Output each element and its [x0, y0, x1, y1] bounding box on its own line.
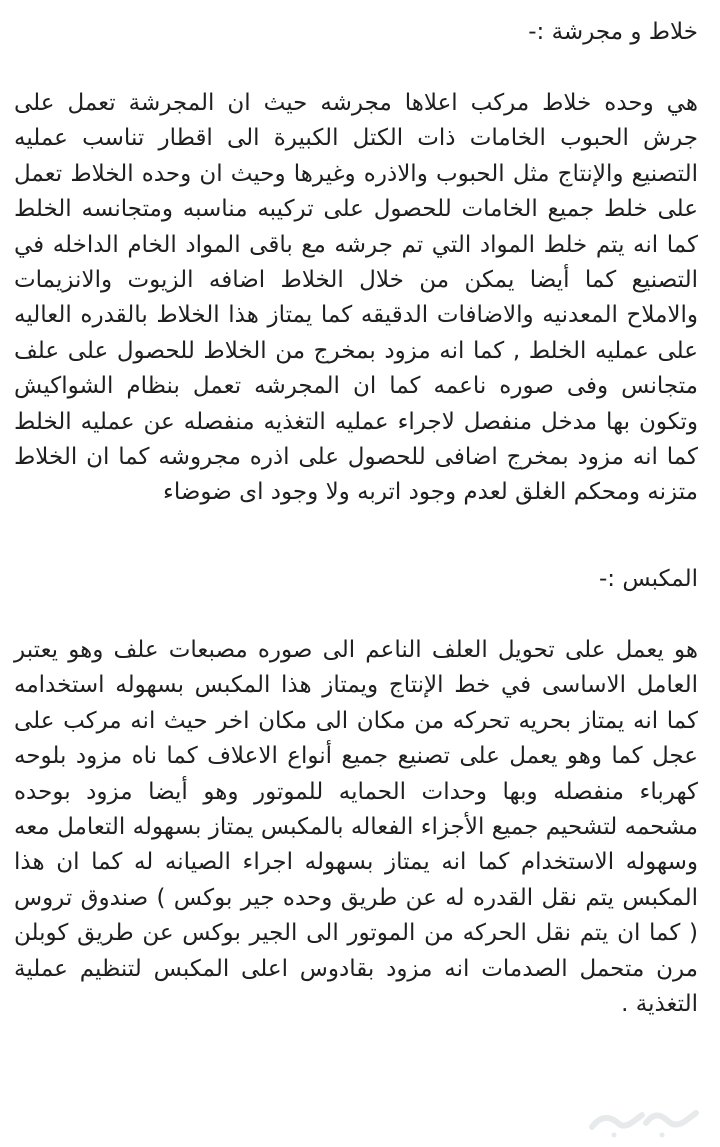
- section-divider: [14, 511, 698, 553]
- section-heading-mixer-grinder: خلاط و مجرشة :-: [528, 19, 698, 45]
- section-body-press: هو يعمل على تحويل العلف الناعم الى صوره مصبعات علف وهو يعتبر العامل الاساسى في خط الإنتاج ويمتاز هذا المكبس بسهوله استخدامه كما انه يمتاز بحريه تحركه من مكان الى مكان اخر حيث انه مركب على عجل كما وهو يعمل على تصنيع جميع أنواع الاعلاف كما ناه مزود بلوحه كهرباء منفصله وبها وحدات الحمايه للموتور وهو أيضا مزود بوحده مشحمه لتشحيم جميع الأجزاء الفعاله بالمكبس يمتاز بسهوله التعامل معه وسهوله الاستخدام كما انه يمتاز بسهوله اجراء الصيانه له كما ان هذا المكبس يتم نقل القدره له عن طريق وحده جير بوكس ) صندوق تروس ( كما ان يتم نقل الحركه من الموتور الى الجير بوكس عن طريق كوبلن مرن متحمل الصدمات انه مزود بقادوس اعلى المكبس لتنظيم عملية التغذية .: [14, 636, 698, 1017]
- section-heading-press: المكبس :-: [598, 565, 698, 592]
- haraj-logo-icon: [584, 1101, 704, 1141]
- section-body-mixer-grinder: هي وحده خلاط مركب اعلاها مجرشه حيث ان المجرشة تعمل على جرش الحبوب الخامات ذات الكتل الكبيرة الى اقطار تناسب عمليه التصنيع والإنتاج مثل الحبوب والاذره وغيرها وحيث ان وحده الخلاط تعمل على خلط جميع الخامات للحصول على تركيبه مناسبه ومتجانسه الخلط كما انه يتم خلط المواد التي تم جرشه مع باقى المواد الخام الداخله في التصنيع كما أيضا يمكن من خلال الخلاط اضافه الزيوت والانزيمات والاملاح المعدنيه والاضافات الدقيقه كما يمتاز هذا الخلاط بالقدره العاليه على عمليه الخلط , كما انه مزود بمخرج من الخلاط للحصول على علف متجانس وفى صوره ناعمه كما ان المجرشه تعمل بنظام الشواكيش وتكون بها مدخل منفصل لاجراء عمليه التغذيه منفصله عن عمليه الخلط كما انه مزود بمخرج اضافى للحصول على اذره مجروشه كما ان الخلاط متزنه ومحكم الغلق لعدم وجود اتربه ولا وجود اى ضوضاء: [14, 90, 698, 506]
